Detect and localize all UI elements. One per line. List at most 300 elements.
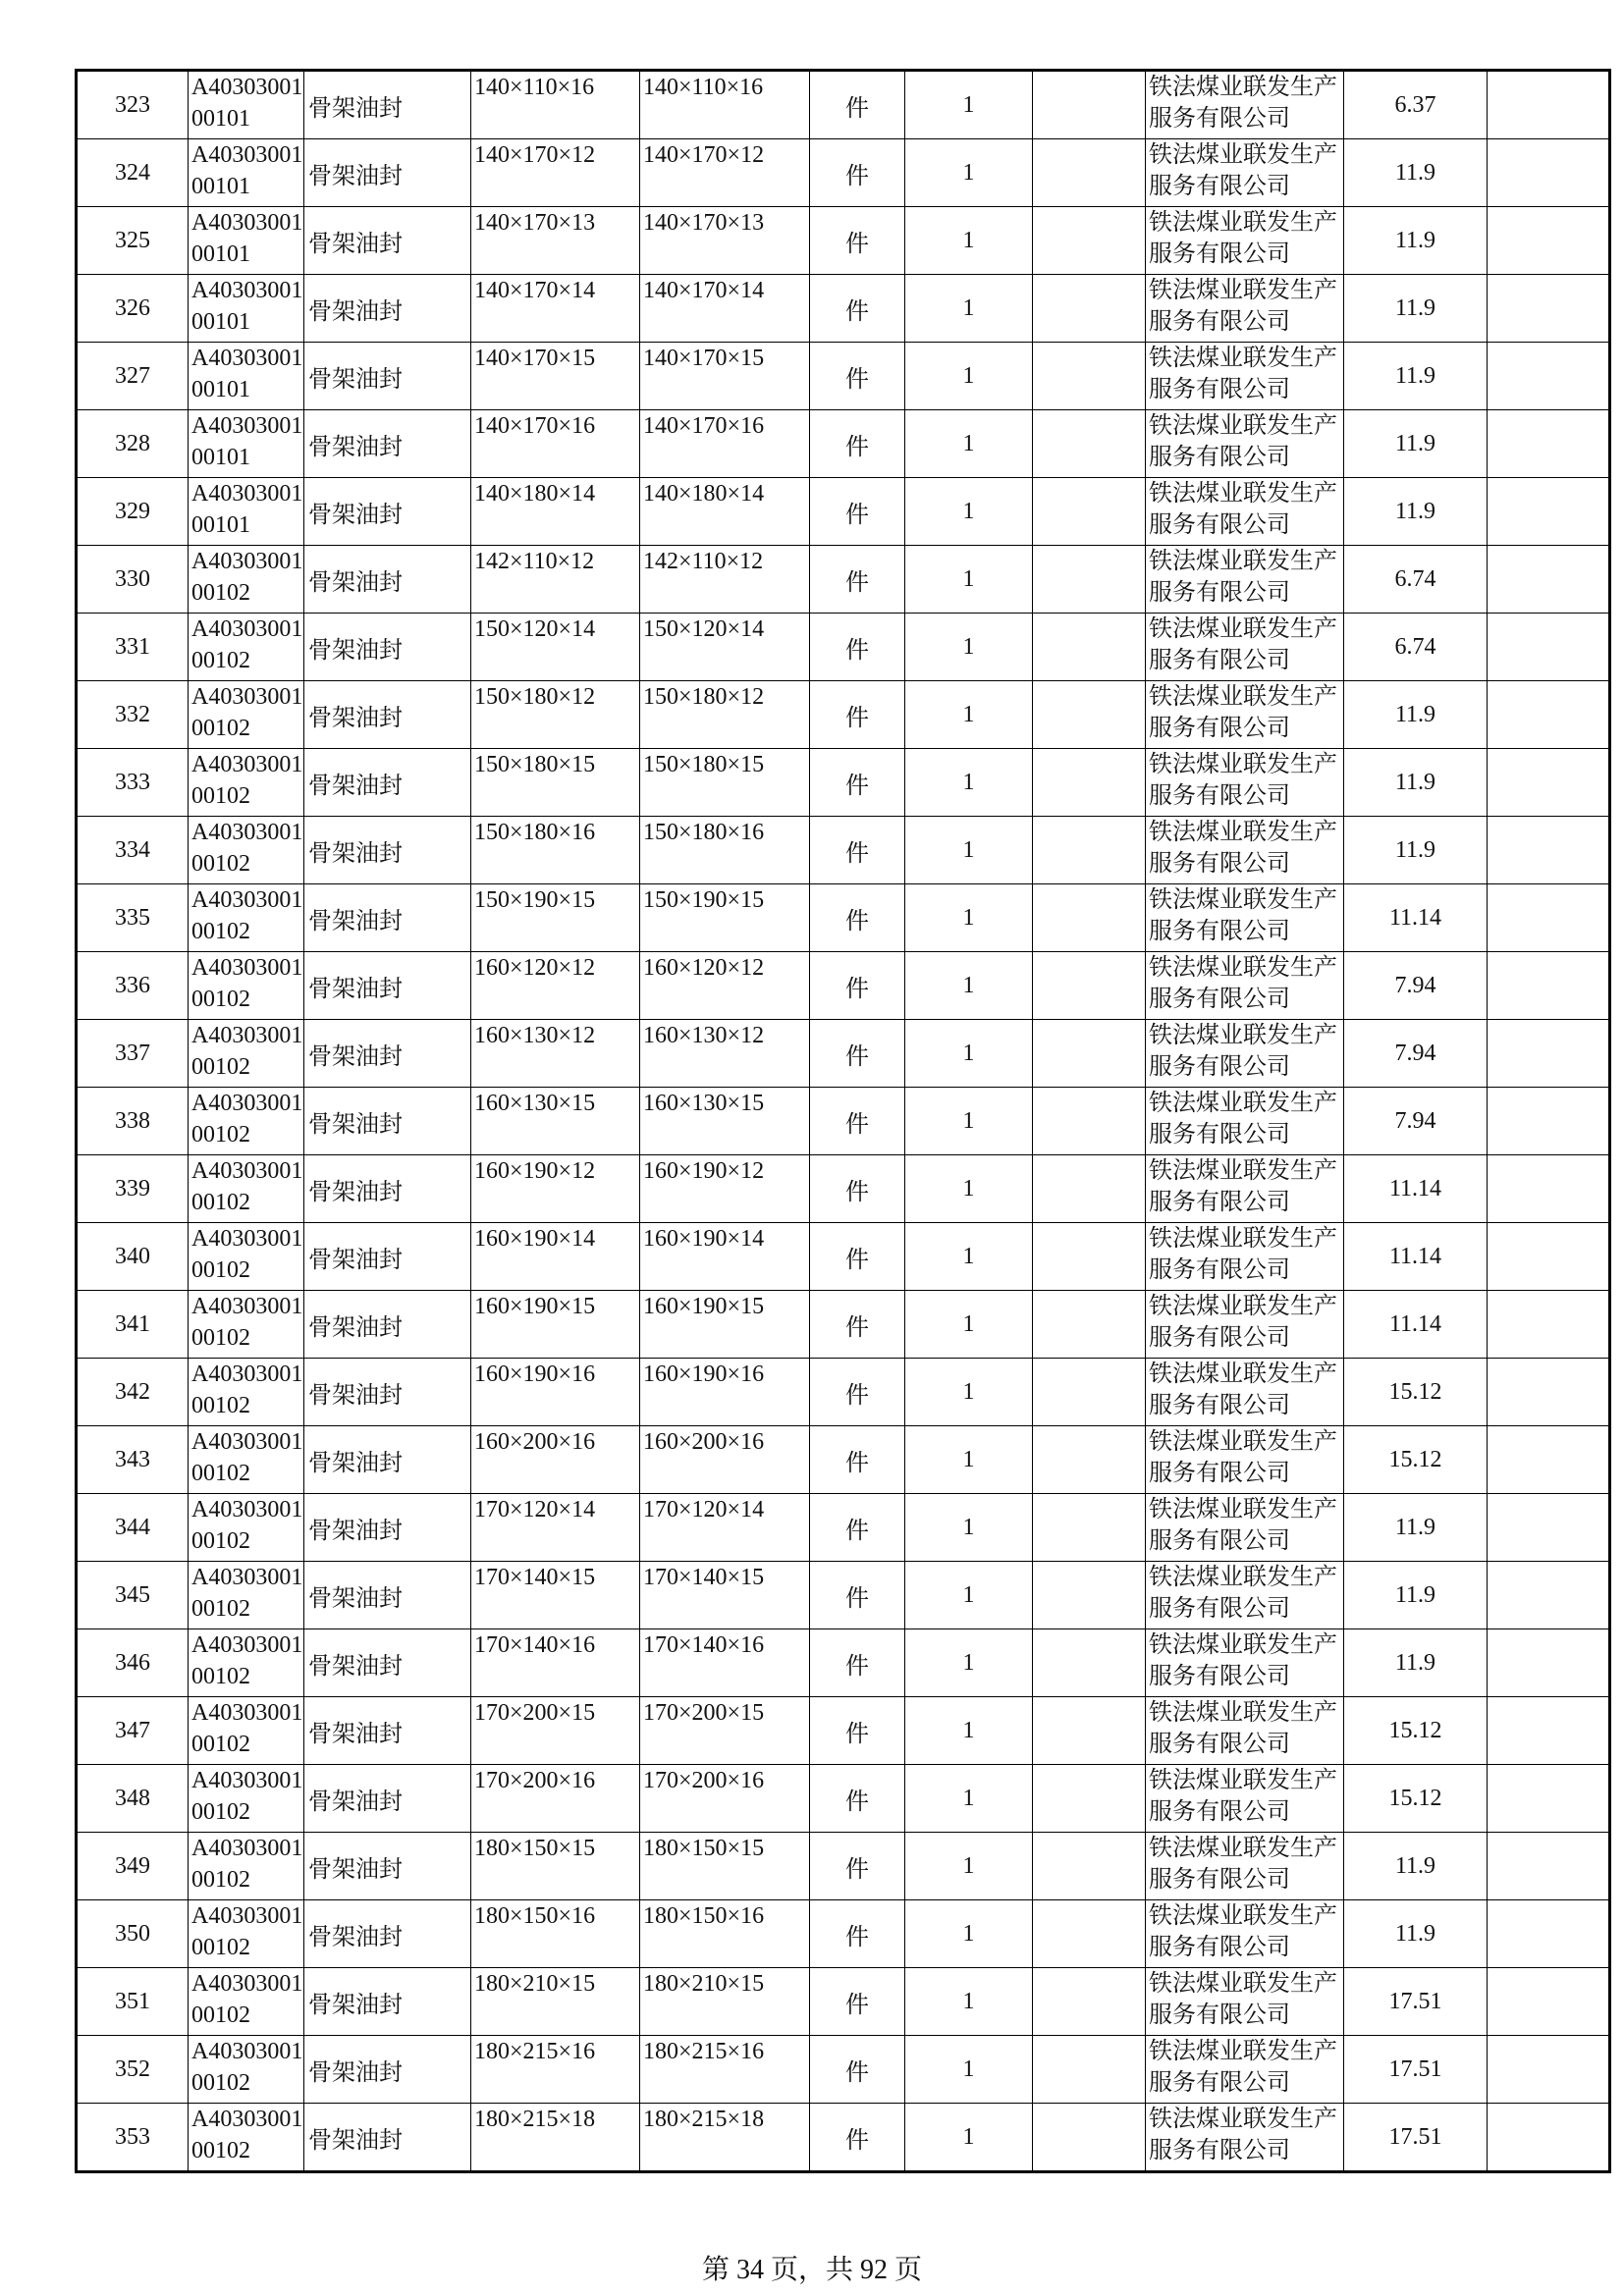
remark-cell	[1488, 1155, 1610, 1223]
spec-cell: 160×190×15	[471, 1291, 640, 1359]
qty-cell: 1	[905, 2036, 1033, 2104]
seq-cell: 335	[77, 884, 189, 952]
seq-cell: 332	[77, 681, 189, 749]
unit-cell: 件	[810, 1562, 905, 1629]
price-cell: 7.94	[1344, 1088, 1488, 1155]
price-cell: 15.12	[1344, 1359, 1488, 1426]
seq-cell: 328	[77, 410, 189, 478]
table-row	[77, 1426, 1610, 1494]
remark-cell	[1488, 1494, 1610, 1562]
model-cell: 150×180×12	[640, 681, 810, 749]
seq-cell: 327	[77, 343, 189, 410]
spec-cell: 170×140×15	[471, 1562, 640, 1629]
qty-cell: 1	[905, 1223, 1033, 1291]
price-cell: 11.9	[1344, 817, 1488, 884]
code-cell: A4030300100101	[189, 71, 304, 139]
supplier-cell: 铁法煤业联发生产服务有限公司	[1146, 410, 1344, 478]
supplier-cell: 铁法煤业联发生产服务有限公司	[1146, 1088, 1344, 1155]
table-body	[77, 71, 1610, 2172]
table-row	[77, 2104, 1610, 2172]
price-cell: 11.9	[1344, 478, 1488, 546]
price-cell: 11.9	[1344, 1562, 1488, 1629]
supplier-cell: 铁法煤业联发生产服务有限公司	[1146, 2104, 1344, 2172]
blank-cell	[1033, 1426, 1146, 1494]
supplier-cell: 铁法煤业联发生产服务有限公司	[1146, 1291, 1344, 1359]
model-cell: 160×190×14	[640, 1223, 810, 1291]
spec-cell: 140×110×16	[471, 71, 640, 139]
seq-cell: 351	[77, 1968, 189, 2036]
supplier-cell: 铁法煤业联发生产服务有限公司	[1146, 1697, 1344, 1765]
price-cell: 11.14	[1344, 1291, 1488, 1359]
page-footer: 第 34 页，共 92 页	[701, 2255, 922, 2285]
qty-cell: 1	[905, 1155, 1033, 1223]
blank-cell	[1033, 681, 1146, 749]
model-cell: 180×150×16	[640, 1900, 810, 1968]
remark-cell	[1488, 275, 1610, 343]
table-row	[77, 749, 1610, 817]
unit-cell: 件	[810, 410, 905, 478]
table-row	[77, 1494, 1610, 1562]
qty-cell: 1	[905, 1562, 1033, 1629]
seq-cell: 330	[77, 546, 189, 614]
price-cell: 6.74	[1344, 546, 1488, 614]
blank-cell	[1033, 139, 1146, 207]
table-row	[77, 1968, 1610, 2036]
name-cell: 骨架油封	[304, 343, 471, 410]
code-cell: A4030300100102	[189, 884, 304, 952]
name-cell: 骨架油封	[304, 2036, 471, 2104]
spec-cell: 180×150×15	[471, 1833, 640, 1900]
qty-cell: 1	[905, 1494, 1033, 1562]
unit-cell: 件	[810, 749, 905, 817]
seq-cell: 338	[77, 1088, 189, 1155]
blank-cell	[1033, 952, 1146, 1020]
model-cell: 150×190×15	[640, 884, 810, 952]
remark-cell	[1488, 1088, 1610, 1155]
code-cell: A4030300100102	[189, 1833, 304, 1900]
model-cell: 160×190×12	[640, 1155, 810, 1223]
spec-cell: 140×170×16	[471, 410, 640, 478]
supplier-cell: 铁法煤业联发生产服务有限公司	[1146, 2036, 1344, 2104]
name-cell: 骨架油封	[304, 2104, 471, 2172]
spec-cell: 150×120×14	[471, 614, 640, 681]
blank-cell	[1033, 1833, 1146, 1900]
supplier-cell: 铁法煤业联发生产服务有限公司	[1146, 343, 1344, 410]
seq-cell: 344	[77, 1494, 189, 1562]
supplier-cell: 铁法煤业联发生产服务有限公司	[1146, 749, 1344, 817]
price-cell: 11.9	[1344, 749, 1488, 817]
name-cell: 骨架油封	[304, 1359, 471, 1426]
code-cell: A4030300100102	[189, 1494, 304, 1562]
unit-cell: 件	[810, 546, 905, 614]
model-cell: 140×170×16	[640, 410, 810, 478]
spec-cell: 160×190×16	[471, 1359, 640, 1426]
remark-cell	[1488, 478, 1610, 546]
code-cell: A4030300100102	[189, 1562, 304, 1629]
unit-cell: 件	[810, 1765, 905, 1833]
code-cell: A4030300100102	[189, 1359, 304, 1426]
qty-cell: 1	[905, 207, 1033, 275]
table-row	[77, 1359, 1610, 1426]
price-cell: 17.51	[1344, 2104, 1488, 2172]
price-cell: 17.51	[1344, 1968, 1488, 2036]
code-cell: A4030300100101	[189, 410, 304, 478]
blank-cell	[1033, 2104, 1146, 2172]
blank-cell	[1033, 1629, 1146, 1697]
seq-cell: 348	[77, 1765, 189, 1833]
unit-cell: 件	[810, 71, 905, 139]
name-cell: 骨架油封	[304, 1697, 471, 1765]
blank-cell	[1033, 749, 1146, 817]
table-row	[77, 139, 1610, 207]
table-row	[77, 1155, 1610, 1223]
remark-cell	[1488, 139, 1610, 207]
seq-cell: 349	[77, 1833, 189, 1900]
unit-cell: 件	[810, 1426, 905, 1494]
name-cell: 骨架油封	[304, 681, 471, 749]
model-cell: 180×215×16	[640, 2036, 810, 2104]
code-cell: A4030300100102	[189, 1426, 304, 1494]
name-cell: 骨架油封	[304, 1291, 471, 1359]
blank-cell	[1033, 1020, 1146, 1088]
name-cell: 骨架油封	[304, 1900, 471, 1968]
price-cell: 11.14	[1344, 1223, 1488, 1291]
table-row	[77, 1833, 1610, 1900]
spec-cell: 170×140×16	[471, 1629, 640, 1697]
remark-cell	[1488, 1291, 1610, 1359]
unit-cell: 件	[810, 1833, 905, 1900]
supplier-cell: 铁法煤业联发生产服务有限公司	[1146, 614, 1344, 681]
blank-cell	[1033, 1562, 1146, 1629]
remark-cell	[1488, 1629, 1610, 1697]
model-cell: 160×190×15	[640, 1291, 810, 1359]
unit-cell: 件	[810, 343, 905, 410]
blank-cell	[1033, 2036, 1146, 2104]
code-cell: A4030300100102	[189, 1223, 304, 1291]
blank-cell	[1033, 817, 1146, 884]
blank-cell	[1033, 410, 1146, 478]
remark-cell	[1488, 1968, 1610, 2036]
qty-cell: 1	[905, 749, 1033, 817]
qty-cell: 1	[905, 275, 1033, 343]
table-row	[77, 1088, 1610, 1155]
price-cell: 11.9	[1344, 1629, 1488, 1697]
name-cell: 骨架油封	[304, 1223, 471, 1291]
spec-cell: 170×200×15	[471, 1697, 640, 1765]
seq-cell: 339	[77, 1155, 189, 1223]
model-cell: 140×170×14	[640, 275, 810, 343]
unit-cell: 件	[810, 681, 905, 749]
remark-cell	[1488, 207, 1610, 275]
model-cell: 150×180×16	[640, 817, 810, 884]
blank-cell	[1033, 1765, 1146, 1833]
table-row	[77, 817, 1610, 884]
supplier-cell: 铁法煤业联发生产服务有限公司	[1146, 1629, 1344, 1697]
code-cell: A4030300100102	[189, 614, 304, 681]
supplier-cell: 铁法煤业联发生产服务有限公司	[1146, 1494, 1344, 1562]
qty-cell: 1	[905, 884, 1033, 952]
model-cell: 160×130×12	[640, 1020, 810, 1088]
qty-cell: 1	[905, 1765, 1033, 1833]
supplier-cell: 铁法煤业联发生产服务有限公司	[1146, 952, 1344, 1020]
blank-cell	[1033, 1900, 1146, 1968]
qty-cell: 1	[905, 343, 1033, 410]
unit-cell: 件	[810, 1359, 905, 1426]
seq-cell: 324	[77, 139, 189, 207]
spec-cell: 170×120×14	[471, 1494, 640, 1562]
unit-cell: 件	[810, 614, 905, 681]
unit-cell: 件	[810, 139, 905, 207]
table-row	[77, 343, 1610, 410]
qty-cell: 1	[905, 478, 1033, 546]
code-cell: A4030300100102	[189, 2036, 304, 2104]
code-cell: A4030300100102	[189, 1629, 304, 1697]
table-row	[77, 71, 1610, 139]
price-cell: 15.12	[1344, 1765, 1488, 1833]
model-cell: 180×150×15	[640, 1833, 810, 1900]
code-cell: A4030300100102	[189, 681, 304, 749]
price-cell: 11.9	[1344, 207, 1488, 275]
blank-cell	[1033, 546, 1146, 614]
code-cell: A4030300100101	[189, 478, 304, 546]
model-cell: 160×120×12	[640, 952, 810, 1020]
model-cell: 140×110×16	[640, 71, 810, 139]
price-cell: 7.94	[1344, 952, 1488, 1020]
supplier-cell: 铁法煤业联发生产服务有限公司	[1146, 275, 1344, 343]
blank-cell	[1033, 1968, 1146, 2036]
price-cell: 11.14	[1344, 884, 1488, 952]
seq-cell: 352	[77, 2036, 189, 2104]
code-cell: A4030300100101	[189, 343, 304, 410]
price-cell: 11.9	[1344, 139, 1488, 207]
name-cell: 骨架油封	[304, 1765, 471, 1833]
spec-cell: 160×190×12	[471, 1155, 640, 1223]
supplier-cell: 铁法煤业联发生产服务有限公司	[1146, 1833, 1344, 1900]
seq-cell: 329	[77, 478, 189, 546]
spec-cell: 140×170×12	[471, 139, 640, 207]
remark-cell	[1488, 1223, 1610, 1291]
table-row	[77, 207, 1610, 275]
price-cell: 11.9	[1344, 1494, 1488, 1562]
remark-cell	[1488, 343, 1610, 410]
remark-cell	[1488, 1562, 1610, 1629]
seq-cell: 343	[77, 1426, 189, 1494]
supplier-cell: 铁法煤业联发生产服务有限公司	[1146, 1359, 1344, 1426]
code-cell: A4030300100102	[189, 1155, 304, 1223]
supplier-cell: 铁法煤业联发生产服务有限公司	[1146, 1426, 1344, 1494]
spec-cell: 160×130×15	[471, 1088, 640, 1155]
blank-cell	[1033, 1223, 1146, 1291]
qty-cell: 1	[905, 952, 1033, 1020]
remark-cell	[1488, 410, 1610, 478]
blank-cell	[1033, 343, 1146, 410]
spec-cell: 140×180×14	[471, 478, 640, 546]
remark-cell	[1488, 546, 1610, 614]
supplier-cell: 铁法煤业联发生产服务有限公司	[1146, 817, 1344, 884]
seq-cell: 326	[77, 275, 189, 343]
seq-cell: 353	[77, 2104, 189, 2172]
name-cell: 骨架油封	[304, 884, 471, 952]
code-cell: A4030300100102	[189, 1020, 304, 1088]
seq-cell: 340	[77, 1223, 189, 1291]
blank-cell	[1033, 1291, 1146, 1359]
supplier-cell: 铁法煤业联发生产服务有限公司	[1146, 1223, 1344, 1291]
code-cell: A4030300100102	[189, 1900, 304, 1968]
name-cell: 骨架油封	[304, 1562, 471, 1629]
unit-cell: 件	[810, 2036, 905, 2104]
seq-cell: 345	[77, 1562, 189, 1629]
table-row	[77, 1223, 1610, 1291]
table-row	[77, 1697, 1610, 1765]
spec-cell: 180×215×18	[471, 2104, 640, 2172]
seq-cell: 347	[77, 1697, 189, 1765]
code-cell: A4030300100102	[189, 952, 304, 1020]
spec-cell: 180×210×15	[471, 1968, 640, 2036]
price-cell: 11.9	[1344, 275, 1488, 343]
name-cell: 骨架油封	[304, 1020, 471, 1088]
name-cell: 骨架油封	[304, 1833, 471, 1900]
price-cell: 7.94	[1344, 1020, 1488, 1088]
supplier-cell: 铁法煤业联发生产服务有限公司	[1146, 1020, 1344, 1088]
supplier-cell: 铁法煤业联发生产服务有限公司	[1146, 1765, 1344, 1833]
qty-cell: 1	[905, 1359, 1033, 1426]
model-cell: 160×130×15	[640, 1088, 810, 1155]
table-row	[77, 1900, 1610, 1968]
name-cell: 骨架油封	[304, 139, 471, 207]
blank-cell	[1033, 478, 1146, 546]
model-cell: 180×215×18	[640, 2104, 810, 2172]
remark-cell	[1488, 884, 1610, 952]
price-cell: 11.9	[1344, 410, 1488, 478]
blank-cell	[1033, 275, 1146, 343]
table-row	[77, 1562, 1610, 1629]
model-cell: 170×120×14	[640, 1494, 810, 1562]
blank-cell	[1033, 1494, 1146, 1562]
name-cell: 骨架油封	[304, 952, 471, 1020]
price-cell: 6.37	[1344, 71, 1488, 139]
spec-cell: 180×215×16	[471, 2036, 640, 2104]
qty-cell: 1	[905, 1697, 1033, 1765]
model-cell: 180×210×15	[640, 1968, 810, 2036]
qty-cell: 1	[905, 2104, 1033, 2172]
table-row	[77, 681, 1610, 749]
qty-cell: 1	[905, 410, 1033, 478]
name-cell: 骨架油封	[304, 410, 471, 478]
name-cell: 骨架油封	[304, 478, 471, 546]
blank-cell	[1033, 71, 1146, 139]
table-row	[77, 1765, 1610, 1833]
unit-cell: 件	[810, 1900, 905, 1968]
unit-cell: 件	[810, 2104, 905, 2172]
table-row	[77, 1020, 1610, 1088]
remark-cell	[1488, 2036, 1610, 2104]
qty-cell: 1	[905, 1629, 1033, 1697]
name-cell: 骨架油封	[304, 1088, 471, 1155]
price-cell: 15.12	[1344, 1697, 1488, 1765]
seq-cell: 350	[77, 1900, 189, 1968]
seq-cell: 336	[77, 952, 189, 1020]
price-cell: 6.74	[1344, 614, 1488, 681]
spec-cell: 150×190×15	[471, 884, 640, 952]
name-cell: 骨架油封	[304, 1494, 471, 1562]
name-cell: 骨架油封	[304, 207, 471, 275]
unit-cell: 件	[810, 952, 905, 1020]
remark-cell	[1488, 1697, 1610, 1765]
unit-cell: 件	[810, 817, 905, 884]
name-cell: 骨架油封	[304, 1629, 471, 1697]
spec-cell: 140×170×15	[471, 343, 640, 410]
price-cell: 11.9	[1344, 343, 1488, 410]
remark-cell	[1488, 749, 1610, 817]
spec-cell: 150×180×15	[471, 749, 640, 817]
code-cell: A4030300100102	[189, 1765, 304, 1833]
seq-cell: 342	[77, 1359, 189, 1426]
blank-cell	[1033, 207, 1146, 275]
blank-cell	[1033, 1155, 1146, 1223]
model-cell: 160×200×16	[640, 1426, 810, 1494]
qty-cell: 1	[905, 546, 1033, 614]
name-cell: 骨架油封	[304, 546, 471, 614]
spec-cell: 160×190×14	[471, 1223, 640, 1291]
name-cell: 骨架油封	[304, 817, 471, 884]
code-cell: A4030300100102	[189, 2104, 304, 2172]
unit-cell: 件	[810, 1629, 905, 1697]
seq-cell: 337	[77, 1020, 189, 1088]
remark-cell	[1488, 1426, 1610, 1494]
name-cell: 骨架油封	[304, 71, 471, 139]
name-cell: 骨架油封	[304, 275, 471, 343]
model-cell: 140×180×14	[640, 478, 810, 546]
blank-cell	[1033, 1359, 1146, 1426]
code-cell: A4030300100102	[189, 1291, 304, 1359]
remark-cell	[1488, 817, 1610, 884]
qty-cell: 1	[905, 1900, 1033, 1968]
supplier-cell: 铁法煤业联发生产服务有限公司	[1146, 1900, 1344, 1968]
qty-cell: 1	[905, 139, 1033, 207]
supplier-cell: 铁法煤业联发生产服务有限公司	[1146, 884, 1344, 952]
code-cell: A4030300100102	[189, 749, 304, 817]
remark-cell	[1488, 1833, 1610, 1900]
price-cell: 11.9	[1344, 681, 1488, 749]
spec-cell: 140×170×13	[471, 207, 640, 275]
price-cell: 17.51	[1344, 2036, 1488, 2104]
table-row	[77, 546, 1610, 614]
code-cell: A4030300100102	[189, 1088, 304, 1155]
qty-cell: 1	[905, 1291, 1033, 1359]
price-cell: 11.9	[1344, 1833, 1488, 1900]
code-cell: A4030300100101	[189, 275, 304, 343]
unit-cell: 件	[810, 1155, 905, 1223]
table-row	[77, 478, 1610, 546]
code-cell: A4030300100101	[189, 139, 304, 207]
qty-cell: 1	[905, 817, 1033, 884]
seq-cell: 325	[77, 207, 189, 275]
model-cell: 150×120×14	[640, 614, 810, 681]
seq-cell: 346	[77, 1629, 189, 1697]
remark-cell	[1488, 1765, 1610, 1833]
unit-cell: 件	[810, 1020, 905, 1088]
qty-cell: 1	[905, 681, 1033, 749]
remark-cell	[1488, 952, 1610, 1020]
model-cell: 160×190×16	[640, 1359, 810, 1426]
spec-cell: 150×180×16	[471, 817, 640, 884]
qty-cell: 1	[905, 1833, 1033, 1900]
qty-cell: 1	[905, 1426, 1033, 1494]
code-cell: A4030300100102	[189, 1697, 304, 1765]
supplier-cell: 铁法煤业联发生产服务有限公司	[1146, 681, 1344, 749]
unit-cell: 件	[810, 1088, 905, 1155]
blank-cell	[1033, 884, 1146, 952]
